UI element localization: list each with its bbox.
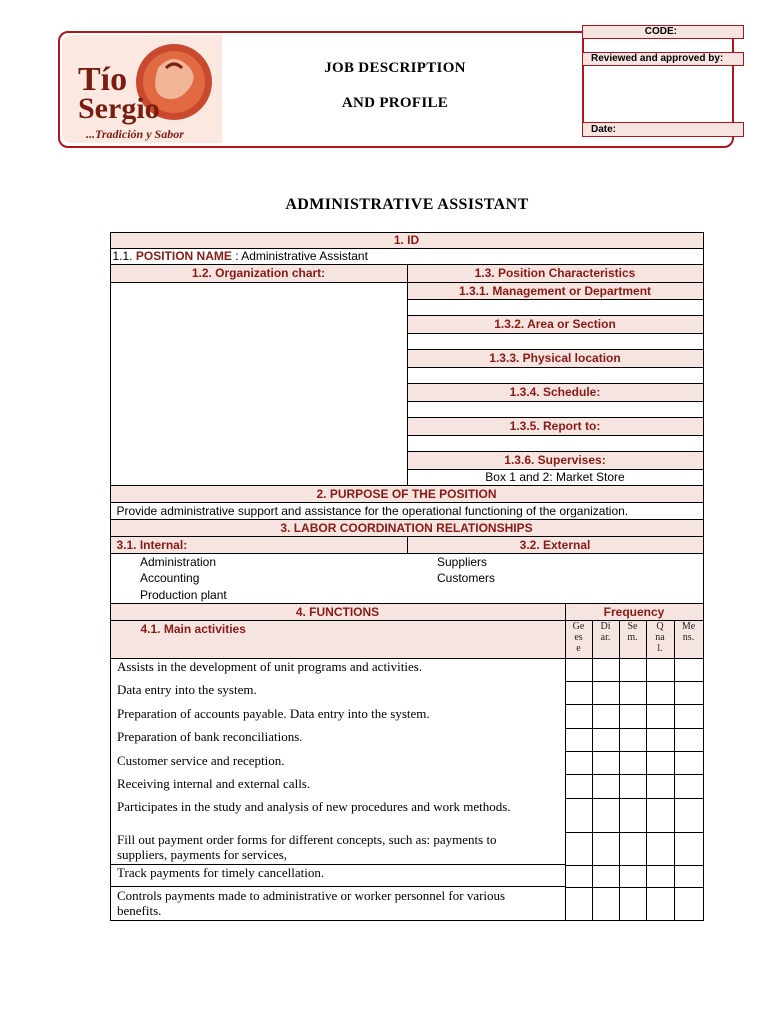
purpose-text: Provide administrative support and assistance for the operational functioning of the organization.	[110, 502, 704, 520]
freq-col-text: es	[574, 631, 583, 643]
activity-item: Fill out payment order forms for different concepts, such as: payments to suppliers, payments for services,	[117, 832, 497, 862]
frequency-heading: Frequency	[565, 603, 704, 621]
freq-col-text: Q	[656, 620, 664, 632]
logo-tagline: ...Tradición y Sabor	[86, 127, 184, 141]
header-title-line2: AND PROFILE	[341, 95, 449, 111]
id-heading: 1. ID	[110, 232, 704, 249]
area-heading: 1.3.2. Area or Section	[407, 315, 704, 334]
activity-item: Data entry into the system.	[117, 682, 257, 697]
org-chart-heading: 1.2. Organization chart:	[110, 264, 408, 283]
freq-col-text: Me	[681, 620, 696, 632]
activity-item: Controls payments made to administrative or worker personnel for various benefits.	[117, 888, 506, 918]
schedule-heading: 1.3.4. Schedule:	[407, 383, 704, 402]
position-prefix: 1.1.	[112, 248, 136, 263]
freq-col-text: ar.	[600, 631, 611, 643]
activity-item: Participates in the study and analysis of new procedures and work methods.	[117, 799, 511, 814]
code-label: CODE:	[582, 25, 744, 39]
logo-name-line1: Tío	[78, 61, 128, 98]
freq-col-text: l.	[657, 642, 663, 654]
external-item: Suppliers	[437, 555, 488, 569]
freq-col-text: na	[655, 631, 665, 643]
internal-item: Administration	[140, 555, 217, 569]
position-name-value: : Administrative Assistant	[231, 248, 368, 263]
external-heading: 3.2. External	[407, 536, 704, 554]
date-label: Date:	[582, 122, 744, 137]
supervises-value: Box 1 and 2: Market Store	[407, 469, 704, 486]
activity-item: Track payments for timely cancellation.	[117, 865, 325, 880]
freq-col-text: Ge	[572, 620, 585, 632]
header-title-line1: JOB DESCRIPTION	[324, 60, 466, 76]
activity-item: Assists in the development of unit programs and activities.	[117, 659, 423, 674]
functions-heading: 4. FUNCTIONS	[110, 603, 566, 621]
freq-col-text: Se	[627, 620, 638, 632]
relationships-heading: 3. LABOR COORDINATION RELATIONSHIPS	[110, 519, 704, 537]
freq-col-text: e	[576, 642, 581, 654]
logo-name-line2: Sergio	[78, 92, 160, 125]
document-title: ADMINISTRATIVE ASSISTANT	[285, 196, 529, 213]
freq-col-text: m.	[627, 631, 638, 643]
management-heading: 1.3.1. Management or Department	[407, 282, 704, 300]
internal-item: Production plant	[140, 588, 227, 602]
location-heading: 1.3.3. Physical location	[407, 349, 704, 368]
activity-item: Receiving internal and external calls.	[117, 776, 311, 791]
internal-item: Accounting	[140, 571, 200, 585]
activity-item: Preparation of bank reconciliations.	[117, 729, 303, 744]
activity-item: Customer service and reception.	[117, 753, 285, 768]
position-name-label: POSITION NAME	[135, 248, 232, 263]
activity-item: Preparation of accounts payable. Data entry into the system.	[117, 706, 430, 721]
report-to-heading: 1.3.5. Report to:	[407, 417, 704, 436]
freq-col-text: Di	[600, 620, 611, 632]
supervises-heading: 1.3.6. Supervises:	[407, 451, 704, 470]
internal-heading: 3.1. Internal:	[110, 536, 408, 554]
main-activities-heading: 4.1. Main activities	[110, 620, 566, 659]
purpose-heading: 2. PURPOSE OF THE POSITION	[110, 485, 704, 503]
reviewed-label: Reviewed and approved by:	[582, 52, 744, 66]
external-item: Customers	[437, 571, 496, 585]
freq-col-text: ns.	[682, 631, 695, 643]
characteristics-heading: 1.3. Position Characteristics	[407, 264, 704, 283]
